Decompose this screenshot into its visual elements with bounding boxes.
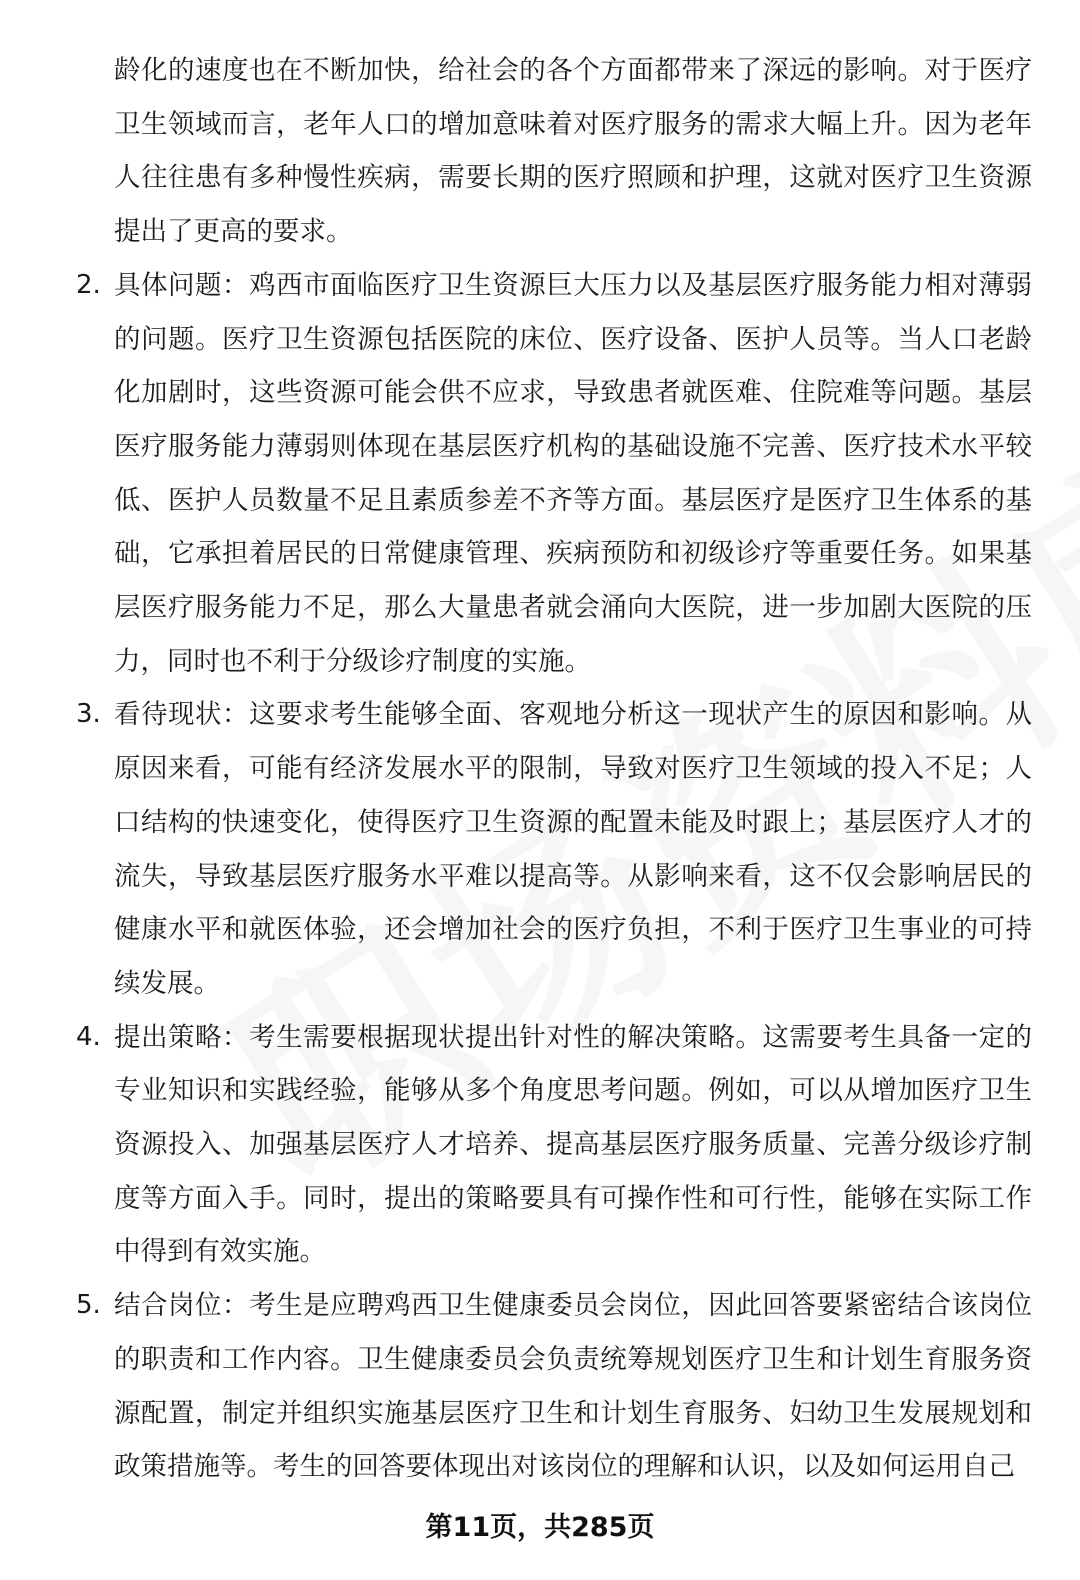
- list-item: [76, 1279, 1032, 1494]
- list-item-text: 具体问题：鸡西市面临医疗卫生资源巨大压力以及基层医疗服务能力相对薄弱的问题。医疗卫生资源包括医院的床位、医疗设备、医护人员等。当人口老龄化加剧时，这些资源可能会供不应求，导致患者就医难、住院难等问题。基层医疗服务能力薄弱则体现在基层医疗机构的基础设施不完善、医疗技术水平较低、医护人员数量不足且素质参差不齐等方面。基层医疗是医疗卫生体系的基础，它承担着居民的日常健康管理、疾病预防和初级诊疗等重要任务。如果基层医疗服务能力不足，那么大量患者就会涌向大医院，进一步加剧大医院的压力，同时也不利于分级诊疗制度的实施。: [114, 269, 1032, 677]
- list-item: [76, 1011, 1032, 1280]
- page-number: 第11页，共285页: [425, 1512, 655, 1543]
- list-item-number: 2.: [76, 269, 101, 300]
- list-item-number: 3.: [76, 699, 101, 730]
- list-item: [76, 259, 1032, 689]
- list-item-number: 5.: [76, 1290, 101, 1321]
- paragraph-continuation: 龄化的速度也在不断加快，给社会的各个方面都带来了深远的影响。对于医疗卫生领域而言，老年人口的增加意味着对医疗服务的需求大幅上升。因为老年人往往患有多种慢性疾病，需要长期的医疗照顾和护理，这就对医疗卫生资源提出了更高的要求。: [114, 55, 1032, 248]
- list-item: [76, 688, 1032, 1010]
- list-item-text: 结合岗位：考生是应聘鸡西卫生健康委员会岗位，因此回答要紧密结合该岗位的职责和工作内容。卫生健康委员会负责统筹规划医疗卫生和计划生育服务资源配置，制定并组织实施基层医疗卫生和计划生育服务、妇幼卫生发展规划和政策措施等。考生的回答要体现出对该岗位的理解和认识，以及如何运用自己: [114, 1290, 1032, 1483]
- document-body: [0, 44, 1080, 1494]
- list-item-number: 4.: [76, 1021, 101, 1052]
- list-item-text: 提出策略：考生需要根据现状提出针对性的解决策略。这需要考生具备一定的专业知识和实践经验，能够从多个角度思考问题。例如，可以从增加医疗卫生资源投入、加强基层医疗人才培养、提高基层医疗服务质量、完善分级诊疗制度等方面入手。同时，提出的策略要具有可操作性和可行性，能够在实际工作中得到有效实施。: [114, 1021, 1032, 1268]
- list-item-text: 看待现状：这要求考生能够全面、客观地分析这一现状产生的原因和影响。从原因来看，可能有经济发展水平的限制，导致对医疗卫生领域的投入不足；人口结构的快速变化，使得医疗卫生资源的配置未能及时跟上；基层医疗人才的流失，导致基层医疗服务水平难以提高等。从影响来看，这不仅会影响居民的健康水平和就医体验，还会增加社会的医疗负担，不利于医疗卫生事业的可持续发展。: [114, 699, 1032, 999]
